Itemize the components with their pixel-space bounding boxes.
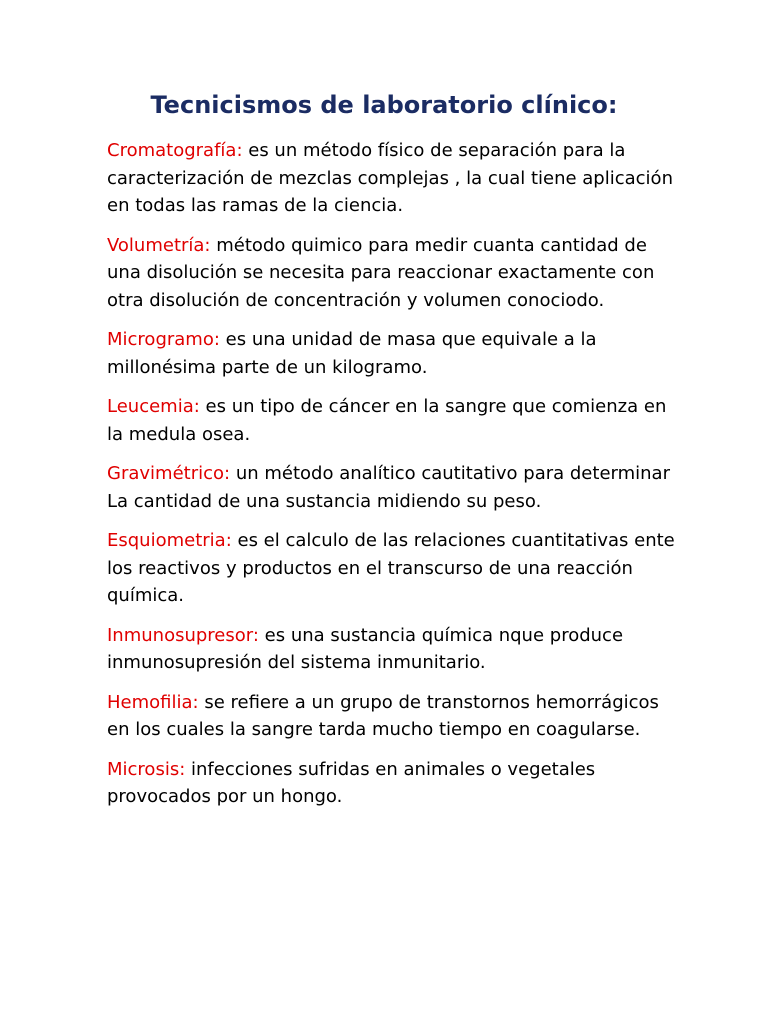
glossary-entry xyxy=(107,232,682,315)
glossary-definition: un método analítico cautitativo para determinar La cantidad de una sustancia midiendo su peso. xyxy=(107,463,670,512)
glossary-term: Cromatografía: xyxy=(107,140,243,161)
glossary-term: Microsis: xyxy=(107,758,186,780)
glossary-entry xyxy=(107,393,682,448)
glossary-definition: es un tipo de cáncer en la sangre que comienza en la medula osea. xyxy=(107,396,667,445)
glossary-definition: es una unidad de masa que equivale a la millonésima parte de un kilogramo. xyxy=(107,329,597,378)
glossary-entry xyxy=(107,689,682,744)
glossary-entry xyxy=(107,527,682,610)
glossary-definition: es un método físico de separación para la caracterización de mezclas complejas , la cual tiene aplicación en todas las ramas de la ciencia. xyxy=(107,140,673,216)
document-title: Tecnicismos de laboratorio clínico: xyxy=(150,91,618,119)
glossary-definition: infecciones sufridas en animales o vegetales provocados por un hongo. xyxy=(107,758,596,807)
glossary-term: Leucemia: xyxy=(107,396,200,417)
glossary-term: Esquiometria: xyxy=(107,530,232,551)
glossary-definition: es una sustancia química nque produce inmunosupresión del sistema inmunitario. xyxy=(107,624,624,673)
glossary-term: Gravimétrico: xyxy=(107,463,231,484)
glossary-definition: se refiere a un grupo de transtornos hemorrágicos en los cuales la sangre tarda mucho tiempo en coagularse. xyxy=(107,691,659,740)
glossary-term: Microgramo: xyxy=(107,329,220,350)
glossary-term: Hemofilia: xyxy=(107,691,199,713)
glossary-list xyxy=(107,137,682,823)
glossary-entry xyxy=(107,756,682,811)
glossary-definition: método quimico para medir cuanta cantidad de una disolución se necesita para reaccionar exactamente con otra disolución de concentración y volumen conociodo. xyxy=(107,234,655,311)
glossary-term: Inmunosupresor: xyxy=(107,624,259,646)
glossary-entry xyxy=(107,460,682,515)
glossary-entry xyxy=(107,137,682,220)
glossary-term: Volumetría: xyxy=(107,234,211,256)
glossary-entry xyxy=(107,326,682,381)
glossary-entry xyxy=(107,622,682,677)
glossary-definition: es el calculo de las relaciones cuantitativas ente los reactivos y productos en el transcurso de una reacción química. xyxy=(107,530,675,606)
